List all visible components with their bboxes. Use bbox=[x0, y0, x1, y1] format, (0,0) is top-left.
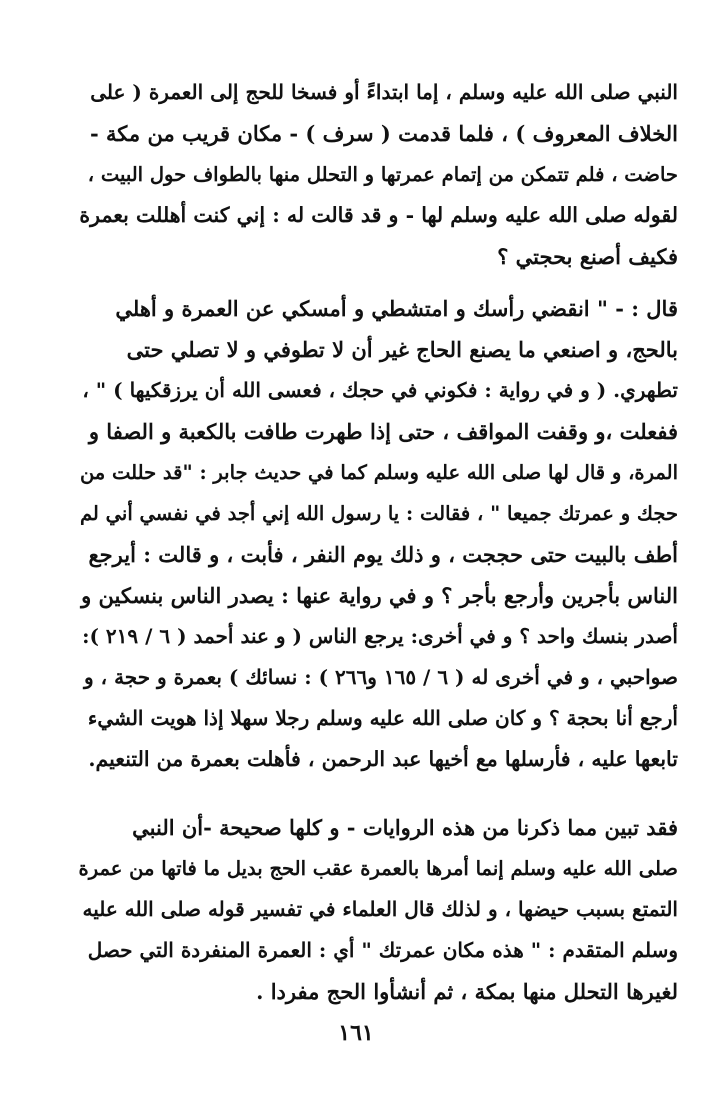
text-line: قال : - " انقضي رأسك و امتشطي و أمسكي عن العمرة و أهلي bbox=[115, 296, 678, 321]
text-line: حاضت ، فلم تتمكن من إتمام عمرتها و التحلل منها بالطواف حول البيت ، bbox=[87, 163, 678, 186]
text-line: أرجع أنا بحجة ؟ و كان صلى الله عليه وسلم رجلا سهلا إذا هويت الشيء bbox=[87, 706, 678, 730]
text-line: أطف بالبيت حتى حججت ، و ذلك يوم النفر ، فأبت ، و قالت : أيرجع bbox=[88, 542, 678, 567]
text-line: النبي صلى الله عليه وسلم ، إما ابتداءً أو فسخا للحج إلى العمرة ( على bbox=[90, 80, 678, 104]
paragraph-1 bbox=[78, 72, 678, 277]
text-line: صواحبي ، و في أخرى له ( ٦ / ١٦٥ و٢٦٦ ) : نسائك ) بعمرة و حجة ، و bbox=[84, 665, 678, 689]
text-line: الناس بأجرين وأرجع بأجر ؟ و في رواية عنها : يصدر الناس بنسكين و bbox=[81, 583, 678, 608]
text-line: ففعلت ،و وقفت المواقف ، حتى إذا طهرت طافت بالكعبة و الصفا و bbox=[88, 419, 678, 444]
page-number: ١٦١ bbox=[338, 1020, 374, 1046]
paragraph-3 bbox=[78, 807, 678, 1012]
text-line: أصدر بنسك واحد ؟ و في أخرى: يرجع الناس ( و عند أحمد ( ٦ / ٢١٩ ): bbox=[82, 624, 678, 648]
text-line: بالحج، و اصنعي ما يصنع الحاج غير أن لا تطوفي و لا تصلي حتى bbox=[126, 337, 678, 362]
paragraph-2 bbox=[78, 288, 678, 780]
text-line: فكيف أصنع بحجتي ؟ bbox=[497, 244, 678, 269]
text-line: تطهري. ( و في رواية : فكوني في حجك ، فعسى الله أن يرزقكيها ) " ، bbox=[82, 378, 678, 402]
text-line: لقوله صلى الله عليه وسلم لها - و قد قالت له : إني كنت أهللت بعمرة bbox=[79, 203, 678, 227]
text-line: تابعها عليه ، فأرسلها مع أخيها عبد الرحمن ، فأهلت بعمرة من التنعيم. bbox=[88, 747, 678, 771]
text-line: التمتع بسبب حيضها ، و لذلك قال العلماء في تفسير قوله صلى الله عليه bbox=[82, 897, 678, 921]
text-line: لغيرها التحلل منها بمكة ، ثم أنشأوا الحج مفردا . bbox=[256, 979, 678, 1004]
text-line: وسلم المتقدم : " هذه مكان عمرتك " أي : العمرة المنفردة التي حصل bbox=[87, 938, 678, 962]
text-line: الخلاف المعروف ) ، فلما قدمت ( سرف ) - مكان قريب من مكة - bbox=[90, 121, 678, 146]
text-line: حجك و عمرتك جميعا " ، فقالت : يا رسول الله إني أجد في نفسي أني لم bbox=[79, 502, 678, 525]
text-line: فقد تبين مما ذكرنا من هذه الروايات - و كلها صحيحة -أن النبي bbox=[132, 815, 678, 840]
text-line: صلى الله عليه وسلم إنما أمرها بالعمرة عقب الحج بديل ما فاتها من عمرة bbox=[78, 857, 678, 880]
text-line: المرة، و قال لها صلى الله عليه وسلم كما في حديث جابر : "قد حللت من bbox=[79, 461, 678, 484]
